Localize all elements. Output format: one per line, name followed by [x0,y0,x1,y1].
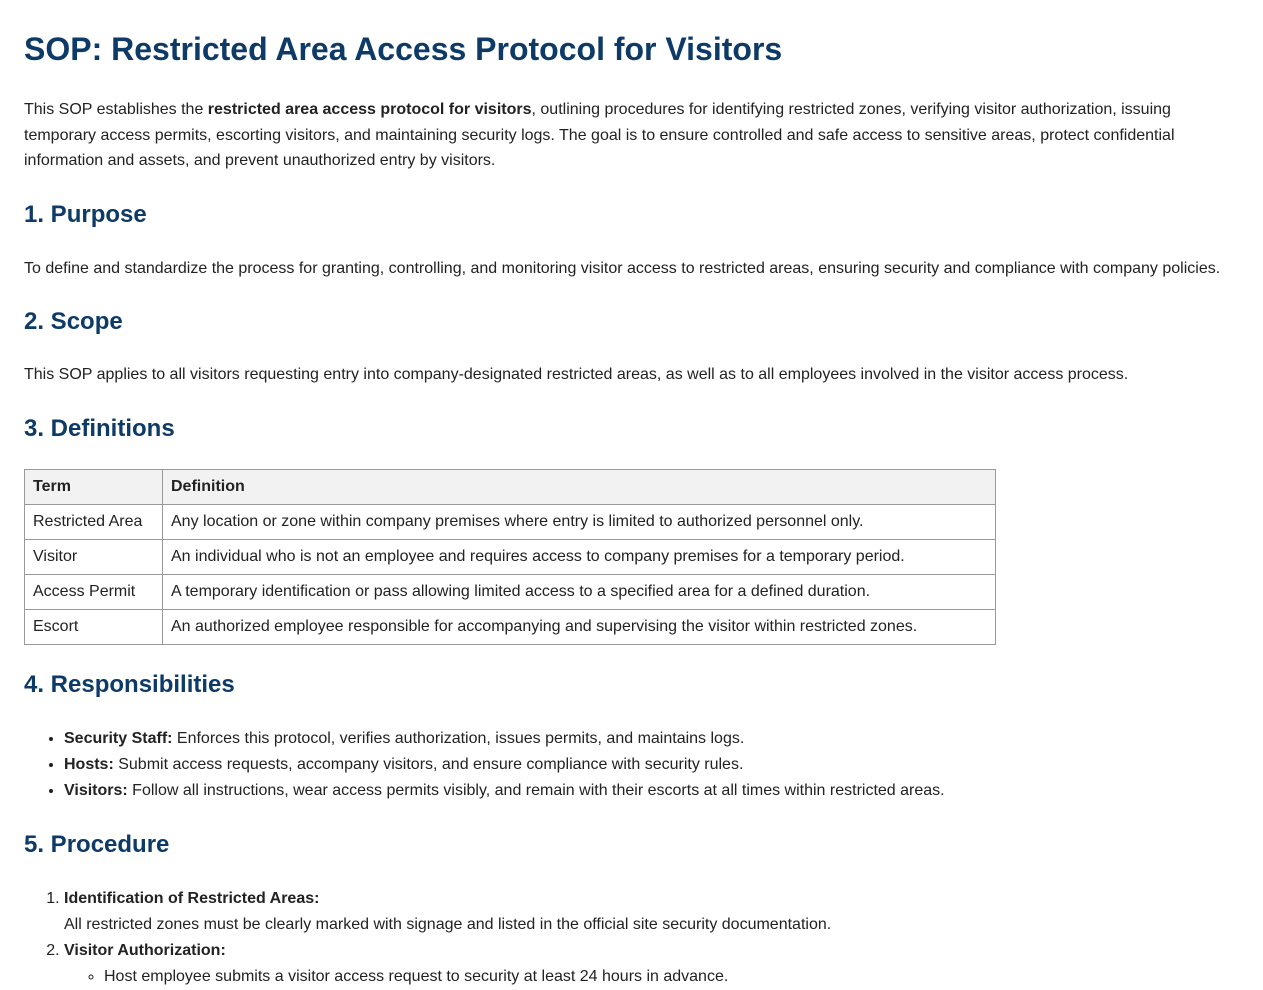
responsibilities-list [24,726,1239,804]
definitions-heading: 3. Definitions [24,414,175,442]
purpose-heading: 1. Purpose [24,200,147,228]
list-item [64,726,1239,752]
list-item [64,778,1239,804]
header-term: Term [25,469,163,504]
scope-text: This SOP applies to all visitors requesting entry into company-designated restricted areas, as well as to all employees involved in the visitor access process. [24,366,1129,384]
procedure-list [24,886,1239,990]
procedure-step [64,886,1239,938]
scope-heading: 2. Scope [24,308,123,336]
definition-cell: An authorized employee responsible for accompanying and supervising the visitor within restricted zones. [163,609,996,644]
intro-suffix: , outlining procedures for identifying restricted zones, verifying visitor authorization, issuing temporary access permits, escorting visitors, and maintaining security logs. The goal is to ensure controlled and safe access to sensitive areas, protect confidential information and assets, and prevent unauthorized entry by visitors. [24,101,1175,170]
role-text: Submit access requests, accompany visitors, and ensure compliance with security rules. [113,755,744,773]
definition-cell: A temporary identification or pass allowing limited access to a specified area for a defined duration. [163,574,996,609]
definition-cell: Any location or zone within company premises where entry is limited to authorized personnel only. [163,504,996,539]
definitions-table [24,469,996,645]
table-row [25,539,996,574]
list-item [64,752,1239,778]
intro-paragraph [24,97,1239,174]
procedure-step [64,938,1239,990]
sub-list-item: ◦ Host employee submits a visitor access request to security at least 24 hours in advance. [104,964,1239,990]
term-cell: Escort [25,609,163,644]
term-cell: Visitor [25,539,163,574]
step-sublist [64,964,1239,990]
term-cell: Access Permit [25,574,163,609]
procedure-heading: 5. Procedure [24,830,170,858]
term-cell: Restricted Area [25,504,163,539]
step-title: Visitor Authorization: [64,941,226,959]
role-label: Hosts: [64,755,114,773]
intro-prefix: This SOP establishes the [24,101,208,118]
table-header-row [25,469,996,504]
header-definition: Definition [163,469,996,504]
table-row [25,609,996,644]
role-label: Security Staff: [64,729,173,747]
role-label: Visitors: [64,781,128,799]
step-title: Identification of Restricted Areas: [64,889,320,907]
intro-bold: restricted area access protocol for visitors [207,101,532,118]
responsibilities-heading: 4. Responsibilities [24,670,235,698]
table-row [25,504,996,539]
role-text: Enforces this protocol, verifies authorization, issues permits, and maintains logs. [172,729,745,747]
step-text: All restricted zones must be clearly marked with signage and listed in the official site security documentation. [64,915,832,933]
definition-cell: An individual who is not an employee and requires access to company premises for a temporary period. [163,539,996,574]
role-text: Follow all instructions, wear access permits visibly, and remain with their escorts at all times within restricted areas. [127,781,945,799]
page-title: SOP: Restricted Area Access Protocol for Visitors [24,31,783,67]
table-row [25,574,996,609]
purpose-text: To define and standardize the process for granting, controlling, and monitoring visitor access to restricted areas, ensuring security and compliance with company policies. [24,259,1221,277]
